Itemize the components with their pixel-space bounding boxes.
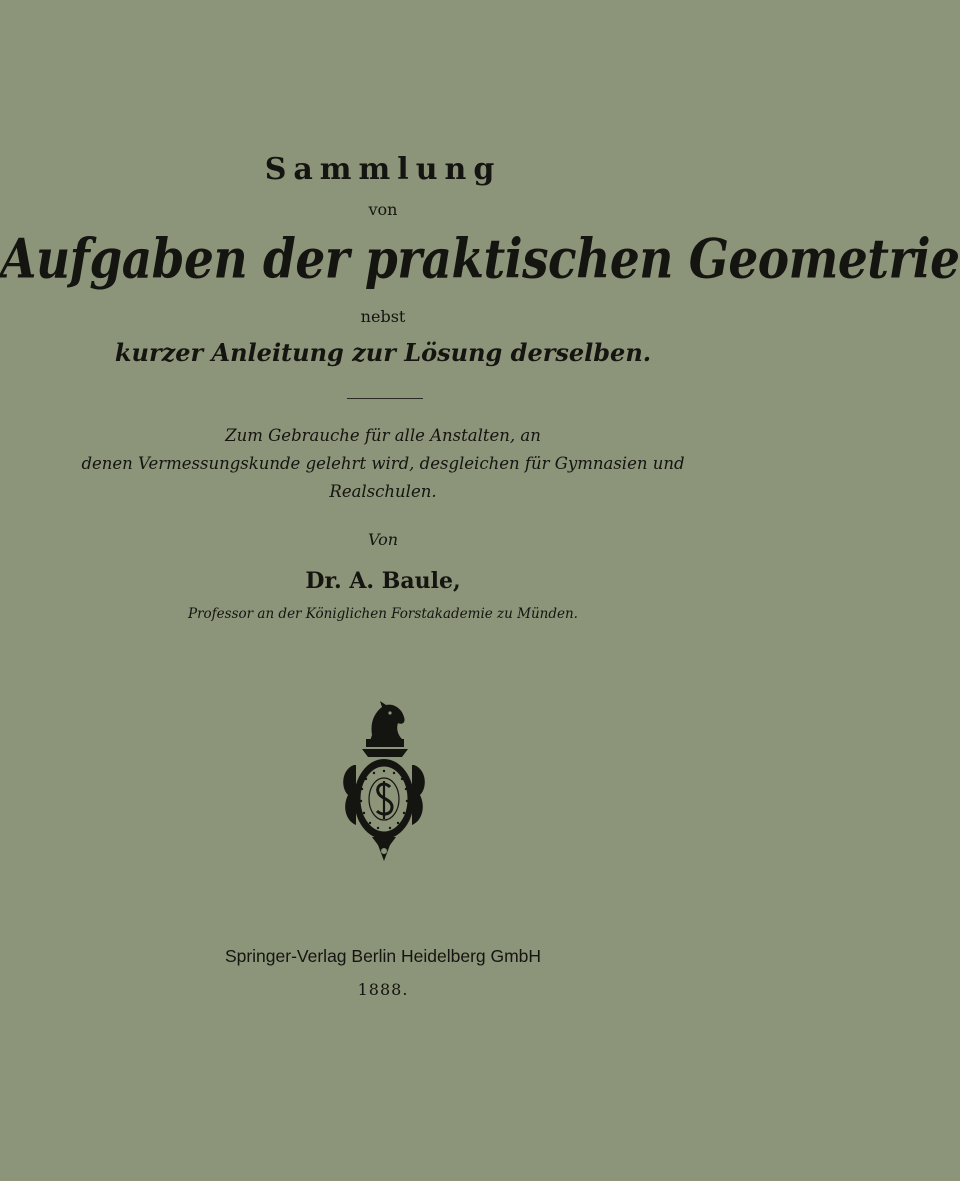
nebst-connector: nebst bbox=[360, 307, 406, 326]
publication-year: 1888. bbox=[357, 980, 409, 999]
publisher-name: Springer-Verlag Berlin Heidelberg GmbH bbox=[224, 946, 542, 966]
by-label: Von bbox=[367, 530, 399, 549]
main-title: Aufgaben der praktischen Geometrie bbox=[0, 227, 960, 292]
purpose-line: denen Vermessungskunde gelehrt wird, desgleichen für Gymnasien und bbox=[81, 454, 685, 473]
collection-heading: Sammlung bbox=[264, 152, 502, 187]
author-name: Dr. A. Baule, bbox=[305, 568, 461, 594]
subtitle: kurzer Anleitung zur Lösung derselben. bbox=[114, 338, 652, 367]
divider-rule bbox=[347, 398, 423, 399]
publisher-logo-icon bbox=[332, 695, 436, 865]
purpose-line: Zum Gebrauche für alle Anstalten, an bbox=[225, 426, 541, 445]
von-connector: von bbox=[368, 200, 398, 219]
author-affiliation: Professor an der Königlichen Forstakademie zu Münden. bbox=[188, 606, 578, 622]
purpose-line: Realschulen. bbox=[329, 482, 437, 501]
purpose-statement bbox=[0, 422, 766, 506]
